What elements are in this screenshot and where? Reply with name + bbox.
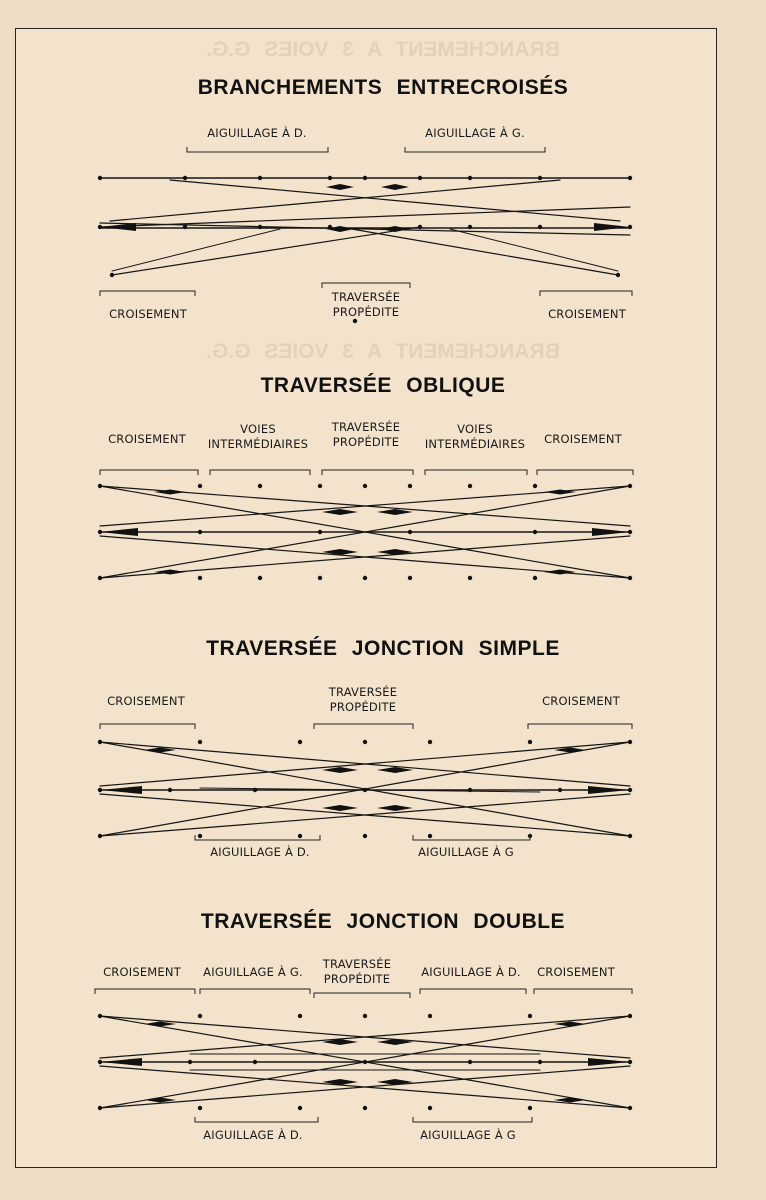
label-bracket bbox=[95, 989, 195, 994]
section-title: TRAVERSÉE JONCTION SIMPLE bbox=[206, 637, 560, 660]
track-joint bbox=[258, 484, 262, 488]
track-joint bbox=[616, 273, 620, 277]
frog-mark bbox=[592, 528, 630, 536]
track-joint bbox=[253, 1060, 257, 1064]
label-voies-intermediaires: VOIES INTERMÉDIAIRES bbox=[207, 422, 309, 451]
label-bracket bbox=[322, 283, 410, 288]
track-joint bbox=[363, 740, 367, 744]
label-bracket bbox=[420, 989, 526, 994]
track-joint bbox=[298, 834, 302, 838]
track-joint bbox=[363, 1014, 367, 1018]
track-joint bbox=[318, 576, 322, 580]
track-joint bbox=[528, 740, 532, 744]
track-joint bbox=[98, 740, 102, 744]
track-joint bbox=[363, 576, 367, 580]
label-bracket bbox=[534, 989, 632, 994]
label-bracket bbox=[195, 1117, 318, 1122]
track-joint bbox=[98, 834, 102, 838]
track-joint bbox=[528, 1106, 532, 1110]
track-joint bbox=[258, 176, 262, 180]
frog-mark bbox=[594, 223, 630, 231]
label-croisement: CROISEMENT bbox=[103, 965, 181, 979]
track-joint bbox=[628, 1106, 632, 1110]
track-joint bbox=[468, 176, 472, 180]
track-line bbox=[112, 229, 280, 271]
track-joint bbox=[468, 1060, 472, 1064]
label-aiguillage-d: AIGUILLAGE À D. bbox=[207, 126, 307, 140]
track-joint bbox=[198, 1014, 202, 1018]
track-joint bbox=[98, 530, 102, 534]
track-joint bbox=[183, 176, 187, 180]
crossing-mark bbox=[554, 1022, 586, 1027]
label-voies-intermediaires: VOIES INTERMÉDIAIRES bbox=[424, 422, 526, 451]
track-joint bbox=[298, 1014, 302, 1018]
label-traversee-propedite: TRAVERSÉE PROPÉDITE bbox=[331, 420, 401, 449]
track-joint bbox=[533, 530, 537, 534]
crossing-mark bbox=[144, 1098, 176, 1103]
track-joint bbox=[98, 788, 102, 792]
track-joint bbox=[538, 176, 542, 180]
crossing-mark bbox=[381, 226, 409, 232]
label-aiguillage-d: AIGUILLAGE À D. bbox=[421, 965, 521, 979]
frog-mark bbox=[588, 786, 630, 794]
section-title: TRAVERSÉE JONCTION DOUBLE bbox=[200, 910, 566, 933]
track-joint bbox=[468, 788, 472, 792]
track-joint bbox=[98, 1106, 102, 1110]
label-bracket bbox=[314, 724, 413, 729]
track-joint bbox=[628, 576, 632, 580]
track-joint bbox=[528, 1014, 532, 1018]
track-joint bbox=[183, 225, 187, 229]
track-joint bbox=[198, 740, 202, 744]
ghost-text: BRANCHEMENT A 3 VOIES G.G. bbox=[206, 340, 560, 363]
label-bracket bbox=[100, 470, 198, 475]
track-joint bbox=[258, 225, 262, 229]
track-joint bbox=[318, 530, 322, 534]
label-bracket bbox=[210, 470, 310, 475]
track-line bbox=[112, 227, 420, 275]
label-bracket bbox=[314, 993, 410, 998]
track-joint bbox=[363, 484, 367, 488]
label-traversee-propedite: TRAVERSÉE PROPÉDITE bbox=[331, 290, 401, 319]
frog-mark bbox=[100, 528, 138, 536]
track-joint bbox=[298, 1106, 302, 1110]
crossing-mark bbox=[377, 509, 413, 515]
track-joint bbox=[328, 225, 332, 229]
track-joint bbox=[318, 484, 322, 488]
track-joint bbox=[408, 576, 412, 580]
label-croisement: CROISEMENT bbox=[107, 694, 185, 708]
label-croisement: CROISEMENT bbox=[109, 307, 187, 321]
crossing-mark bbox=[144, 1022, 176, 1027]
label-aiguillage-d: AIGUILLAGE À D. bbox=[203, 1128, 303, 1142]
label-croisement: CROISEMENT bbox=[544, 432, 622, 446]
track-joint bbox=[538, 225, 542, 229]
track-joint bbox=[628, 1060, 632, 1064]
track-joint bbox=[628, 834, 632, 838]
label-traversee-propedite: TRAVERSÉE PROPÉDITE bbox=[328, 685, 398, 714]
track-joint bbox=[298, 740, 302, 744]
track-joint bbox=[428, 740, 432, 744]
track-line bbox=[100, 207, 630, 227]
track-joint bbox=[198, 530, 202, 534]
label-traversee-propedite: TRAVERSÉE PROPÉDITE bbox=[322, 957, 392, 986]
track-joint bbox=[258, 576, 262, 580]
track-joint bbox=[363, 1060, 367, 1064]
label-bracket bbox=[100, 291, 195, 296]
track-joint bbox=[468, 576, 472, 580]
track-joint bbox=[408, 530, 412, 534]
track-joint bbox=[328, 176, 332, 180]
label-croisement: CROISEMENT bbox=[548, 307, 626, 321]
crossing-mark bbox=[322, 509, 358, 515]
frog-mark bbox=[100, 223, 136, 231]
track-joint bbox=[418, 225, 422, 229]
label-croisement: CROISEMENT bbox=[537, 965, 615, 979]
label-bracket bbox=[200, 989, 310, 994]
track-line bbox=[100, 223, 630, 235]
label-bracket bbox=[405, 147, 545, 152]
track-joint bbox=[110, 273, 114, 277]
track-joint bbox=[628, 530, 632, 534]
track-joint bbox=[628, 225, 632, 229]
track-joint bbox=[468, 484, 472, 488]
section-title: BRANCHEMENTS ENTRECROISÉS bbox=[197, 76, 569, 99]
track-joint bbox=[98, 576, 102, 580]
label-croisement: CROISEMENT bbox=[108, 432, 186, 446]
track-joint bbox=[363, 788, 367, 792]
track-joint bbox=[428, 834, 432, 838]
crossing-mark bbox=[377, 805, 413, 811]
label-bracket bbox=[425, 470, 527, 475]
track-joint bbox=[253, 788, 257, 792]
track-joint bbox=[198, 484, 202, 488]
label-bracket bbox=[322, 470, 413, 475]
track-joint bbox=[628, 176, 632, 180]
label-bracket bbox=[537, 470, 633, 475]
crossing-mark bbox=[322, 767, 358, 773]
track-joint bbox=[428, 1014, 432, 1018]
crossing-mark bbox=[554, 1098, 586, 1103]
track-joint bbox=[558, 788, 562, 792]
frog-mark bbox=[588, 1058, 630, 1066]
label-aiguillage-g: AIGUILLAGE À G bbox=[418, 845, 514, 859]
label-bracket bbox=[413, 1117, 532, 1122]
label-aiguillage-g: AIGUILLAGE À G bbox=[420, 1128, 516, 1142]
track-joint bbox=[628, 740, 632, 744]
label-bracket bbox=[528, 724, 632, 729]
track-joint bbox=[363, 834, 367, 838]
section-title: TRAVERSÉE OBLIQUE bbox=[260, 374, 506, 397]
label-aiguillage-d: AIGUILLAGE À D. bbox=[210, 845, 310, 859]
frog-mark bbox=[100, 786, 142, 794]
label-aiguillage-g: AIGUILLAGE À G. bbox=[203, 965, 303, 979]
label-bracket bbox=[100, 724, 195, 729]
label-bracket bbox=[187, 147, 328, 152]
track-joint bbox=[168, 788, 172, 792]
track-joint bbox=[363, 176, 367, 180]
track-joint bbox=[363, 1106, 367, 1110]
track-joint bbox=[628, 484, 632, 488]
track-joint bbox=[198, 834, 202, 838]
track-joint bbox=[628, 1014, 632, 1018]
track-joint bbox=[428, 1106, 432, 1110]
label-croisement: CROISEMENT bbox=[542, 694, 620, 708]
track-joint bbox=[98, 1060, 102, 1064]
label-aiguillage-g: AIGUILLAGE À G. bbox=[425, 126, 525, 140]
track-joint bbox=[468, 225, 472, 229]
track-joint bbox=[198, 576, 202, 580]
crossing-mark bbox=[326, 184, 354, 190]
track-joint bbox=[98, 484, 102, 488]
track-joint bbox=[98, 176, 102, 180]
track-joint bbox=[533, 484, 537, 488]
label-bracket bbox=[540, 291, 632, 296]
track-joint bbox=[408, 484, 412, 488]
track-joint bbox=[198, 1106, 202, 1110]
ghost-text: BRANCHEMENT A 3 VOIES G.G. bbox=[206, 38, 560, 61]
track-joint bbox=[628, 788, 632, 792]
crossing-mark bbox=[381, 184, 409, 190]
track-joint bbox=[418, 176, 422, 180]
track-joint bbox=[533, 576, 537, 580]
crossing-mark bbox=[322, 805, 358, 811]
track-joint bbox=[98, 225, 102, 229]
frog-mark bbox=[100, 1058, 142, 1066]
track-joint bbox=[98, 1014, 102, 1018]
track-joint bbox=[538, 1060, 542, 1064]
track-joint bbox=[188, 1060, 192, 1064]
